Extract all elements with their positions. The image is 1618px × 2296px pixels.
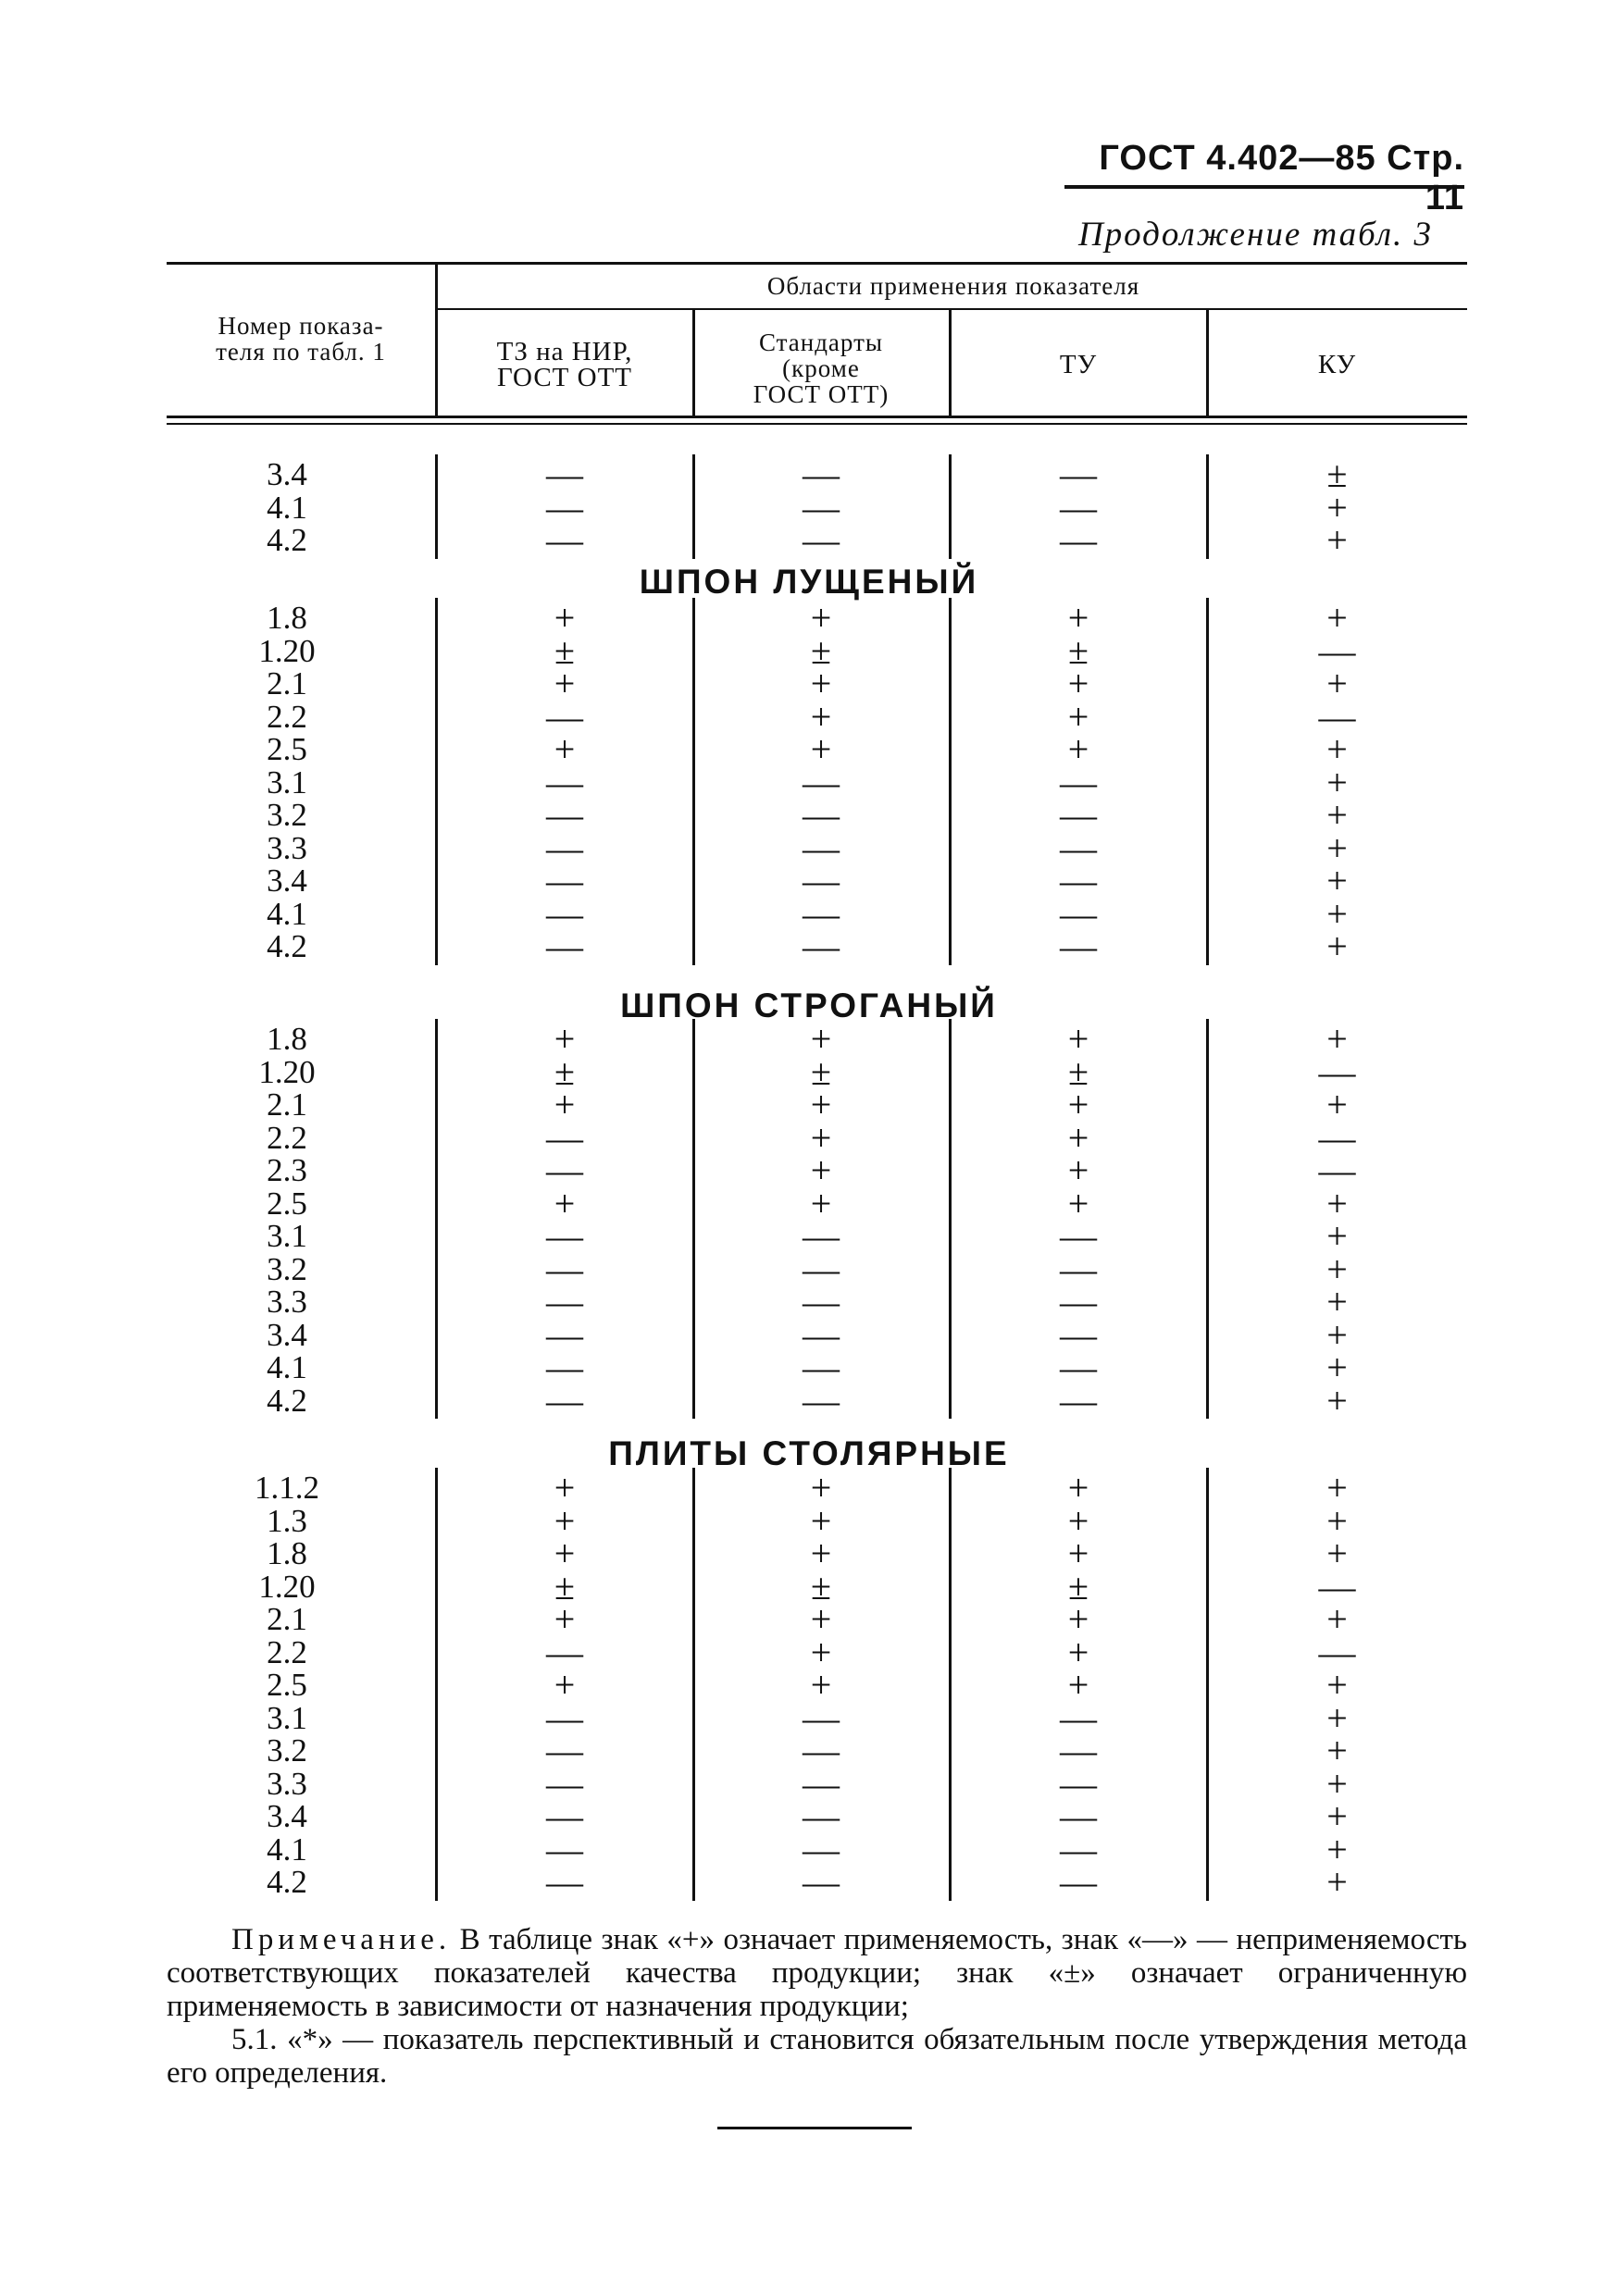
indicator-number: 1.20 [258, 632, 316, 669]
applicability-mark: + [554, 597, 576, 639]
column-divider [692, 454, 695, 559]
applicability-mark: — [1060, 453, 1097, 495]
applicability-mark: — [546, 892, 583, 935]
header-rule [1064, 185, 1464, 189]
indicator-number: 2.3 [267, 1152, 307, 1188]
note-paragraph-1 [167, 1923, 1467, 2023]
applicability-mark: — [803, 519, 840, 561]
applicability-mark: + [810, 1116, 832, 1159]
applicability-mark: — [1318, 1565, 1356, 1607]
applicability-mark: ± [1068, 629, 1089, 672]
applicability-mark: + [1326, 1598, 1348, 1640]
applicability-mark: + [810, 728, 832, 770]
applicability-mark: — [546, 1730, 583, 1771]
applicability-mark: + [1067, 1499, 1089, 1542]
applicability-mark: + [1067, 663, 1089, 704]
applicability-mark: — [803, 1347, 840, 1388]
applicability-mark: + [1067, 1598, 1089, 1640]
applicability-mark: — [546, 925, 583, 967]
applicability-mark: + [1326, 1215, 1348, 1257]
standard-reference: ГОСТ 4.402—85 Стр. 11 [1099, 139, 1464, 217]
indicator-number: 4.2 [267, 1382, 307, 1419]
applicability-mark: + [554, 1084, 576, 1125]
applicability-mark: + [1326, 1281, 1348, 1322]
applicability-mark: + [810, 1499, 832, 1542]
applicability-mark: + [554, 1598, 576, 1640]
indicator-number: 2.5 [267, 1185, 307, 1222]
applicability-mark: — [803, 1313, 840, 1356]
applicability-column [696, 1018, 946, 1421]
applicability-mark: — [803, 1215, 840, 1257]
applicability-mark: — [1318, 1631, 1356, 1673]
column-header-tz: ТЗ на НИР, ГОСТ ОТТ [496, 337, 633, 392]
applicability-mark: ± [1068, 1565, 1089, 1607]
applicability-mark: — [546, 1313, 583, 1356]
indicator-number: 2.5 [267, 731, 307, 767]
applicability-mark: — [546, 1347, 583, 1388]
applicability-mark: — [546, 1281, 583, 1322]
applicability-column [696, 597, 946, 967]
applicability-mark: + [810, 597, 832, 639]
column-divider [692, 598, 695, 965]
applicability-mark: — [803, 1281, 840, 1322]
applicability-mark: + [1067, 695, 1089, 738]
applicability-mark: + [1067, 1467, 1089, 1508]
note-label: Примечание. [231, 1923, 452, 1956]
applicability-column [1210, 453, 1464, 561]
applicability-mark: — [1060, 519, 1097, 561]
applicability-mark: + [1326, 860, 1348, 901]
applicability-mark: + [810, 1533, 832, 1574]
applicability-mark: + [810, 1084, 832, 1125]
indicator-number: 4.1 [267, 489, 307, 526]
applicability-mark: + [1067, 728, 1089, 770]
indicator-number: 4.2 [267, 928, 307, 964]
applicability-mark: + [554, 728, 576, 770]
indicator-number: 3.4 [267, 456, 307, 492]
applicability-mark: + [1067, 1631, 1089, 1673]
applicability-mark: — [1060, 1347, 1097, 1388]
applicability-mark: — [1060, 860, 1097, 901]
number-column-header: Номер показа- теля по табл. 1 [216, 312, 386, 366]
indicator-number: 2.1 [267, 1601, 307, 1637]
applicability-mark: + [1326, 1861, 1348, 1903]
column-header-ku: КУ [1317, 350, 1357, 379]
applicability-mark: + [554, 1467, 576, 1508]
applicability-column [1210, 1018, 1464, 1421]
applicability-mark: + [1326, 761, 1348, 803]
column-divider [435, 1468, 438, 1901]
applicability-mark: — [546, 1379, 583, 1421]
applicability-mark: — [803, 1696, 840, 1739]
applicability-mark: + [1326, 1313, 1348, 1356]
applicability-mark: + [1326, 1696, 1348, 1739]
applicability-mark: — [1318, 629, 1356, 672]
indicator-number: 3.2 [267, 797, 307, 833]
applicability-mark: ± [1068, 1050, 1089, 1093]
applicability-mark: — [803, 1762, 840, 1805]
column-divider [435, 1019, 438, 1419]
applicability-column [440, 1018, 690, 1421]
applicability-mark: — [803, 925, 840, 967]
section-title: ШПОН ЛУЩЕНЫЙ [639, 563, 979, 601]
indicator-number: 1.8 [267, 1021, 307, 1057]
column-divider [949, 1019, 952, 1419]
indicator-number: 1.20 [258, 1568, 316, 1605]
indicator-number: 2.5 [267, 1667, 307, 1703]
applicability-mark: — [546, 1861, 583, 1903]
applicability-mark: + [554, 1499, 576, 1542]
applicability-mark: — [1318, 1050, 1356, 1093]
applicability-mark: + [554, 1182, 576, 1224]
applicability-mark: + [1067, 1182, 1089, 1224]
applicability-column [440, 1467, 690, 1903]
header-bottom-rule-1 [167, 416, 1467, 418]
applicability-mark: — [546, 486, 583, 528]
section-title: ПЛИТЫ СТОЛЯРНЫЕ [608, 1434, 1010, 1472]
applicability-mark: + [1326, 1182, 1348, 1224]
applicability-mark: — [546, 761, 583, 803]
end-rule [717, 2127, 912, 2129]
applicability-mark: — [803, 761, 840, 803]
applicability-mark: ± [811, 1565, 831, 1607]
applicability-mark: — [1060, 486, 1097, 528]
applicability-mark: — [1060, 1795, 1097, 1837]
applicability-mark: — [546, 860, 583, 901]
indicator-number: 3.3 [267, 1765, 307, 1802]
applicability-mark: + [1326, 1018, 1348, 1060]
applicability-mark: + [554, 663, 576, 704]
indicator-number: 1.1.2 [255, 1470, 319, 1506]
applicability-mark: ± [1326, 453, 1348, 495]
applicability-mark: — [1060, 1861, 1097, 1903]
applicability-mark: — [546, 826, 583, 869]
applicability-mark: + [1067, 597, 1089, 639]
applicability-mark: + [1326, 892, 1348, 935]
note-text-1: В таблице знак «+» означает применяемость, знак «—» — неприменяемость соответствующих показателей качества продукции; знак «±» означает ограниченную применяемость в зависимости от назначения продукции; [167, 1923, 1467, 2023]
applicability-column [953, 1467, 1203, 1903]
applicability-mark: — [1060, 925, 1097, 967]
applicability-mark: + [1067, 1664, 1089, 1706]
applicability-mark: + [1326, 1379, 1348, 1421]
applicability-mark: + [1326, 597, 1348, 639]
header-divider-1 [435, 262, 438, 417]
indicator-number: 2.1 [267, 1086, 307, 1123]
indicator-number: 4.1 [267, 895, 307, 932]
applicability-mark: + [810, 1149, 832, 1191]
applicability-mark: — [1060, 1762, 1097, 1805]
applicability-mark: + [1067, 1116, 1089, 1159]
column-divider [1206, 1468, 1209, 1901]
applicability-mark: — [546, 1149, 583, 1191]
indicator-number: 2.2 [267, 698, 307, 735]
applicability-mark: + [1326, 519, 1348, 561]
applicability-mark: + [1326, 826, 1348, 869]
applicability-mark: + [810, 1018, 832, 1060]
column-header-tu: ТУ [1059, 350, 1098, 379]
applicability-mark: + [1326, 1347, 1348, 1388]
indicator-number: 4.1 [267, 1349, 307, 1385]
applicability-mark: ± [554, 1050, 575, 1093]
applicability-mark: — [1318, 695, 1356, 738]
indicator-number: 3.3 [267, 829, 307, 866]
applicability-mark: + [810, 663, 832, 704]
column-divider [692, 1468, 695, 1901]
applicability-column [1210, 1467, 1464, 1903]
indicator-number: 3.2 [267, 1250, 307, 1287]
table-top-rule [167, 262, 1467, 265]
applicability-mark: — [546, 1696, 583, 1739]
column-divider [435, 454, 438, 559]
column-divider [1206, 454, 1209, 559]
applicability-mark: — [546, 794, 583, 836]
table-note [167, 1923, 1467, 2090]
note-paragraph-2: 5.1. «*» — показатель перспективный и становится обязательным после утверждения метода его определения. [167, 2023, 1467, 2090]
indicator-number: 3.1 [267, 763, 307, 800]
indicator-number: 1.8 [267, 1535, 307, 1571]
applicability-mark: + [1326, 1467, 1348, 1508]
applicability-mark: — [546, 695, 583, 738]
indicator-number: 3.1 [267, 1218, 307, 1254]
section-title: ШПОН СТРОГАНЫЙ [620, 987, 998, 1024]
header-divider-3 [949, 310, 952, 417]
applicability-mark: + [1326, 1084, 1348, 1125]
applicability-mark: — [546, 1247, 583, 1290]
indicator-number-column [171, 1023, 403, 1417]
applicability-mark: — [803, 1861, 840, 1903]
indicator-number: 3.4 [267, 1316, 307, 1353]
applicability-mark: — [803, 1247, 840, 1290]
applicability-mark: — [1060, 892, 1097, 935]
applicability-mark: — [1060, 1696, 1097, 1739]
applicability-mark: + [1326, 1664, 1348, 1706]
applicability-column [953, 453, 1203, 561]
applicability-mark: + [810, 1182, 832, 1224]
applicability-mark: — [1060, 1215, 1097, 1257]
applicability-mark: + [1326, 728, 1348, 770]
header-bottom-rule-2 [167, 423, 1467, 425]
applicability-mark: + [1067, 1533, 1089, 1574]
applicability-mark: — [546, 453, 583, 495]
column-header-standards: Стандарты (кроме ГОСТ ОТТ) [753, 329, 890, 408]
applicability-mark: — [546, 1762, 583, 1805]
applicability-mark: ± [554, 629, 575, 672]
applicability-mark: + [1326, 1247, 1348, 1290]
indicator-number: 2.2 [267, 1633, 307, 1670]
applicability-mark: — [1060, 1379, 1097, 1421]
applicability-mark: — [546, 519, 583, 561]
applicability-mark: + [1326, 1795, 1348, 1837]
applicability-mark: + [1067, 1149, 1089, 1191]
column-divider [692, 1019, 695, 1419]
applicability-mark: ± [811, 629, 831, 672]
column-divider [1206, 598, 1209, 965]
applicability-mark: + [1326, 1828, 1348, 1870]
applicability-mark: + [1326, 925, 1348, 967]
applicability-mark: — [803, 892, 840, 935]
applicability-mark: — [803, 453, 840, 495]
applicability-mark: — [1060, 826, 1097, 869]
applicability-mark: — [803, 1379, 840, 1421]
applicability-column [440, 453, 690, 561]
table-continuation-label: Продолжение табл. 3 [1077, 216, 1433, 254]
applicability-mark: — [1060, 794, 1097, 836]
applicability-mark: + [1326, 486, 1348, 528]
column-divider [1206, 1019, 1209, 1419]
applicability-mark: — [1060, 1313, 1097, 1356]
applicability-column [953, 597, 1203, 967]
indicator-number-column [171, 1471, 403, 1899]
applicability-mark: — [1060, 1828, 1097, 1870]
indicator-number: 3.4 [267, 1798, 307, 1834]
applicability-mark: — [1318, 1149, 1356, 1191]
applicability-mark: — [803, 860, 840, 901]
applicability-mark: — [803, 1795, 840, 1837]
applicability-column [696, 453, 946, 561]
indicator-number-column [171, 602, 403, 963]
applicability-mark: — [803, 826, 840, 869]
applicability-mark: — [546, 1795, 583, 1837]
indicator-number-column [171, 458, 403, 557]
column-divider [949, 454, 952, 559]
indicator-number: 3.3 [267, 1284, 307, 1320]
applicability-mark: + [810, 1664, 832, 1706]
applicability-mark: — [1060, 1281, 1097, 1322]
indicator-number: 1.3 [267, 1502, 307, 1539]
indicator-number: 3.1 [267, 1699, 307, 1736]
applicability-mark: — [803, 1828, 840, 1870]
applicability-mark: — [1060, 1247, 1097, 1290]
applicability-mark: ± [554, 1565, 575, 1607]
indicator-number: 4.2 [267, 1864, 307, 1900]
applicability-mark: + [810, 1467, 832, 1508]
indicator-number: 1.8 [267, 600, 307, 636]
indicator-number: 2.1 [267, 665, 307, 701]
indicator-number: 3.2 [267, 1732, 307, 1769]
column-divider [435, 598, 438, 965]
applicability-mark: + [810, 1598, 832, 1640]
applicability-mark: — [803, 1730, 840, 1771]
indicator-number: 3.4 [267, 863, 307, 899]
applicability-mark: + [554, 1664, 576, 1706]
applicability-mark: ± [811, 1050, 831, 1093]
indicator-number: 1.20 [258, 1053, 316, 1090]
applicability-column [440, 597, 690, 967]
applicability-column [953, 1018, 1203, 1421]
applicability-mark: + [554, 1533, 576, 1574]
applicability-mark: + [810, 1631, 832, 1673]
applicability-mark: — [546, 1631, 583, 1673]
header-divider-2 [692, 310, 695, 417]
applicability-column [1210, 597, 1464, 967]
scope-header: Области применения показателя [766, 272, 1140, 300]
indicator-number: 4.1 [267, 1831, 307, 1868]
column-divider [949, 598, 952, 965]
applicability-mark: + [810, 695, 832, 738]
applicability-mark: — [803, 794, 840, 836]
indicator-number: 2.2 [267, 1119, 307, 1156]
indicator-number: 4.2 [267, 522, 307, 558]
applicability-mark: + [1326, 1730, 1348, 1771]
applicability-mark: + [1326, 1762, 1348, 1805]
header-divider-4 [1206, 310, 1209, 417]
applicability-mark: + [1067, 1084, 1089, 1125]
column-divider [949, 1468, 952, 1901]
applicability-mark: + [1326, 663, 1348, 704]
applicability-mark: + [1067, 1018, 1089, 1060]
applicability-mark: — [546, 1215, 583, 1257]
applicability-mark: + [1326, 794, 1348, 836]
applicability-column [696, 1467, 946, 1903]
applicability-mark: + [554, 1018, 576, 1060]
applicability-mark: + [1326, 1533, 1348, 1574]
applicability-mark: + [1326, 1499, 1348, 1542]
applicability-mark: — [1318, 1116, 1356, 1159]
applicability-mark: — [1060, 1730, 1097, 1771]
applicability-mark: — [803, 486, 840, 528]
applicability-mark: — [546, 1828, 583, 1870]
applicability-mark: — [546, 1116, 583, 1159]
applicability-mark: — [1060, 761, 1097, 803]
